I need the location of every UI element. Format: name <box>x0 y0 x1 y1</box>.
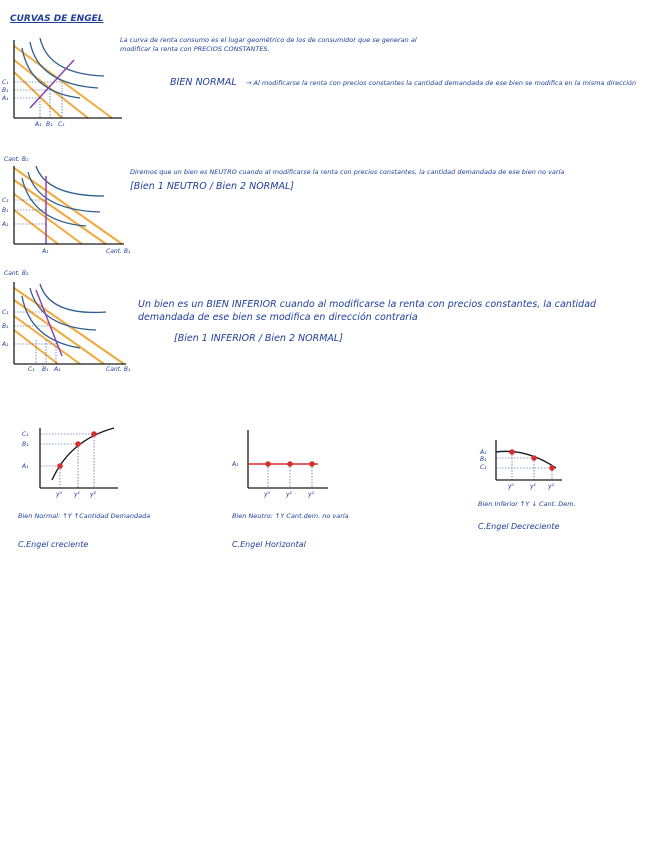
y-axis-label-2: Cant. B₂ <box>4 156 29 163</box>
budget-lines-1 <box>14 46 112 118</box>
y-label-a1-3: A₁ <box>2 341 9 348</box>
engel-inferior-y-a1: A₁ <box>480 449 487 456</box>
x-label-b1-3: B₁ <box>42 366 49 373</box>
bien-normal-label: BIEN NORMAL <box>170 77 237 88</box>
y-axis-label-3: Cant. B₂ <box>4 270 29 277</box>
engel-inferior-x-y2: y² <box>548 483 554 490</box>
x-axis-label-3: Cant. B₁ <box>106 366 131 373</box>
engel-curve-inferior <box>496 451 556 468</box>
engel-neutro-caption2: C.Engel Horizontal <box>232 540 306 549</box>
section3-text: Un bien es un BIEN INFERIOR cuando al modificarse la renta con precios constantes, la cantidad demandada de ese bien se modifica en dirección contraria <box>138 299 597 323</box>
indifference-curves-1 <box>22 38 104 98</box>
engel-normal-caption2: C.Engel creciente <box>18 540 89 549</box>
dotted-guides-engel-normal <box>40 434 94 488</box>
dotted-guides-3 <box>14 312 56 364</box>
x-label-a1: A₁ <box>35 121 42 128</box>
dotted-guides-1 <box>14 82 62 118</box>
section2-text: Diremos que un bien es NEUTRO cuando al modificarse la renta con precios constantes, la cantidad demandada de ese bien no varía <box>130 168 565 176</box>
engel-normal-y-a1: A₁ <box>22 463 29 470</box>
engel-normal-x-y0: y⁰ <box>56 491 62 498</box>
x-label-c1: C₁ <box>58 121 65 128</box>
dotted-guides-engel-inferior <box>496 452 552 480</box>
engel-neutro-y-a1: A₁ <box>232 461 239 468</box>
x-label-c1-3: C₁ <box>28 366 35 373</box>
section3-bracket: [Bien 1 INFERIOR / Bien 2 NORMAL] <box>174 333 343 344</box>
indifference-curves-3 <box>22 284 106 348</box>
y-label-b1-3: B₁ <box>2 323 9 330</box>
axes-1 <box>14 40 122 118</box>
x-label-a1-2: A₁ <box>42 248 49 255</box>
x-label-a1-3: A₁ <box>54 366 61 373</box>
y-label-c1: C₁ <box>2 79 9 86</box>
y-label-c1-3: C₁ <box>2 309 9 316</box>
y-label-b1-2: B₁ <box>2 207 9 214</box>
income-consumption-path-3 <box>36 290 62 356</box>
section2-bracket: [Bien 1 NEUTRO / Bien 2 NORMAL] <box>130 181 294 192</box>
engel-normal-x-y1: y¹ <box>74 491 80 498</box>
axes-3 <box>14 282 126 364</box>
engel-normal-x-y2: y² <box>90 491 96 498</box>
section1-intro: La curva de renta consumo es el lugar geométrico de los de consumidor que se generan al modificar la renta con PRECIOS CONSTANTES. <box>120 36 417 53</box>
engel-normal-caption1: Bien Normal: ↑Y ↑Cantidad Demandada <box>18 512 151 520</box>
engel-inferior-y-b1: B₁ <box>480 456 487 463</box>
engel-normal-y-c1: C₁ <box>22 431 29 438</box>
axes-engel-normal <box>40 428 118 488</box>
dotted-guides-engel-neutro <box>268 464 312 488</box>
budget-lines-2 <box>14 168 122 244</box>
axes-engel-inferior <box>496 440 562 480</box>
engel-inferior-caption1: Bien Inferior ↑Y ↓ Cant. Dem. <box>478 500 576 508</box>
engel-neutro-x-y0: y⁰ <box>264 491 270 498</box>
engel-neutro-caption1: Bien Neutro: ↑Y Cant.dem. no varía <box>232 512 349 520</box>
engel-neutro-x-y1: y¹ <box>286 491 292 498</box>
engel-neutro-x-y2: y² <box>308 491 314 498</box>
dotted-guides-2 <box>14 200 46 224</box>
x-label-b1: B₁ <box>46 121 53 128</box>
budget-lines-3 <box>14 288 124 364</box>
page-title: CURVAS DE ENGEL <box>10 14 104 24</box>
engel-inferior-caption2: C.Engel Decreciente <box>478 522 560 531</box>
engel-points-inferior <box>509 449 555 471</box>
y-label-a1-2: A₁ <box>2 221 9 228</box>
indifference-curves-2 <box>22 166 104 226</box>
bien-normal-text: → Al modificarse la renta con precios constantes la cantidad demandada de ese bien se modifica en la misma dirección <box>246 79 637 87</box>
x-axis-label-2: Cant. B₁ <box>106 248 131 255</box>
engel-curve-normal <box>52 428 114 480</box>
y-label-b1: B₁ <box>2 87 9 94</box>
y-label-c1-2: C₁ <box>2 197 9 204</box>
engel-inferior-y-c1: C₁ <box>480 464 487 471</box>
axes-engel-neutro <box>248 430 328 488</box>
y-label-a1: A₁ <box>2 95 9 102</box>
income-consumption-path-1 <box>30 60 74 108</box>
engel-normal-y-b1: B₁ <box>22 441 29 448</box>
engel-inferior-x-y1: y¹ <box>530 483 536 490</box>
engel-points-normal <box>57 431 97 469</box>
engel-points-neutro <box>265 461 315 467</box>
axes-2 <box>14 166 124 244</box>
engel-inferior-x-y0: y⁰ <box>508 483 514 490</box>
